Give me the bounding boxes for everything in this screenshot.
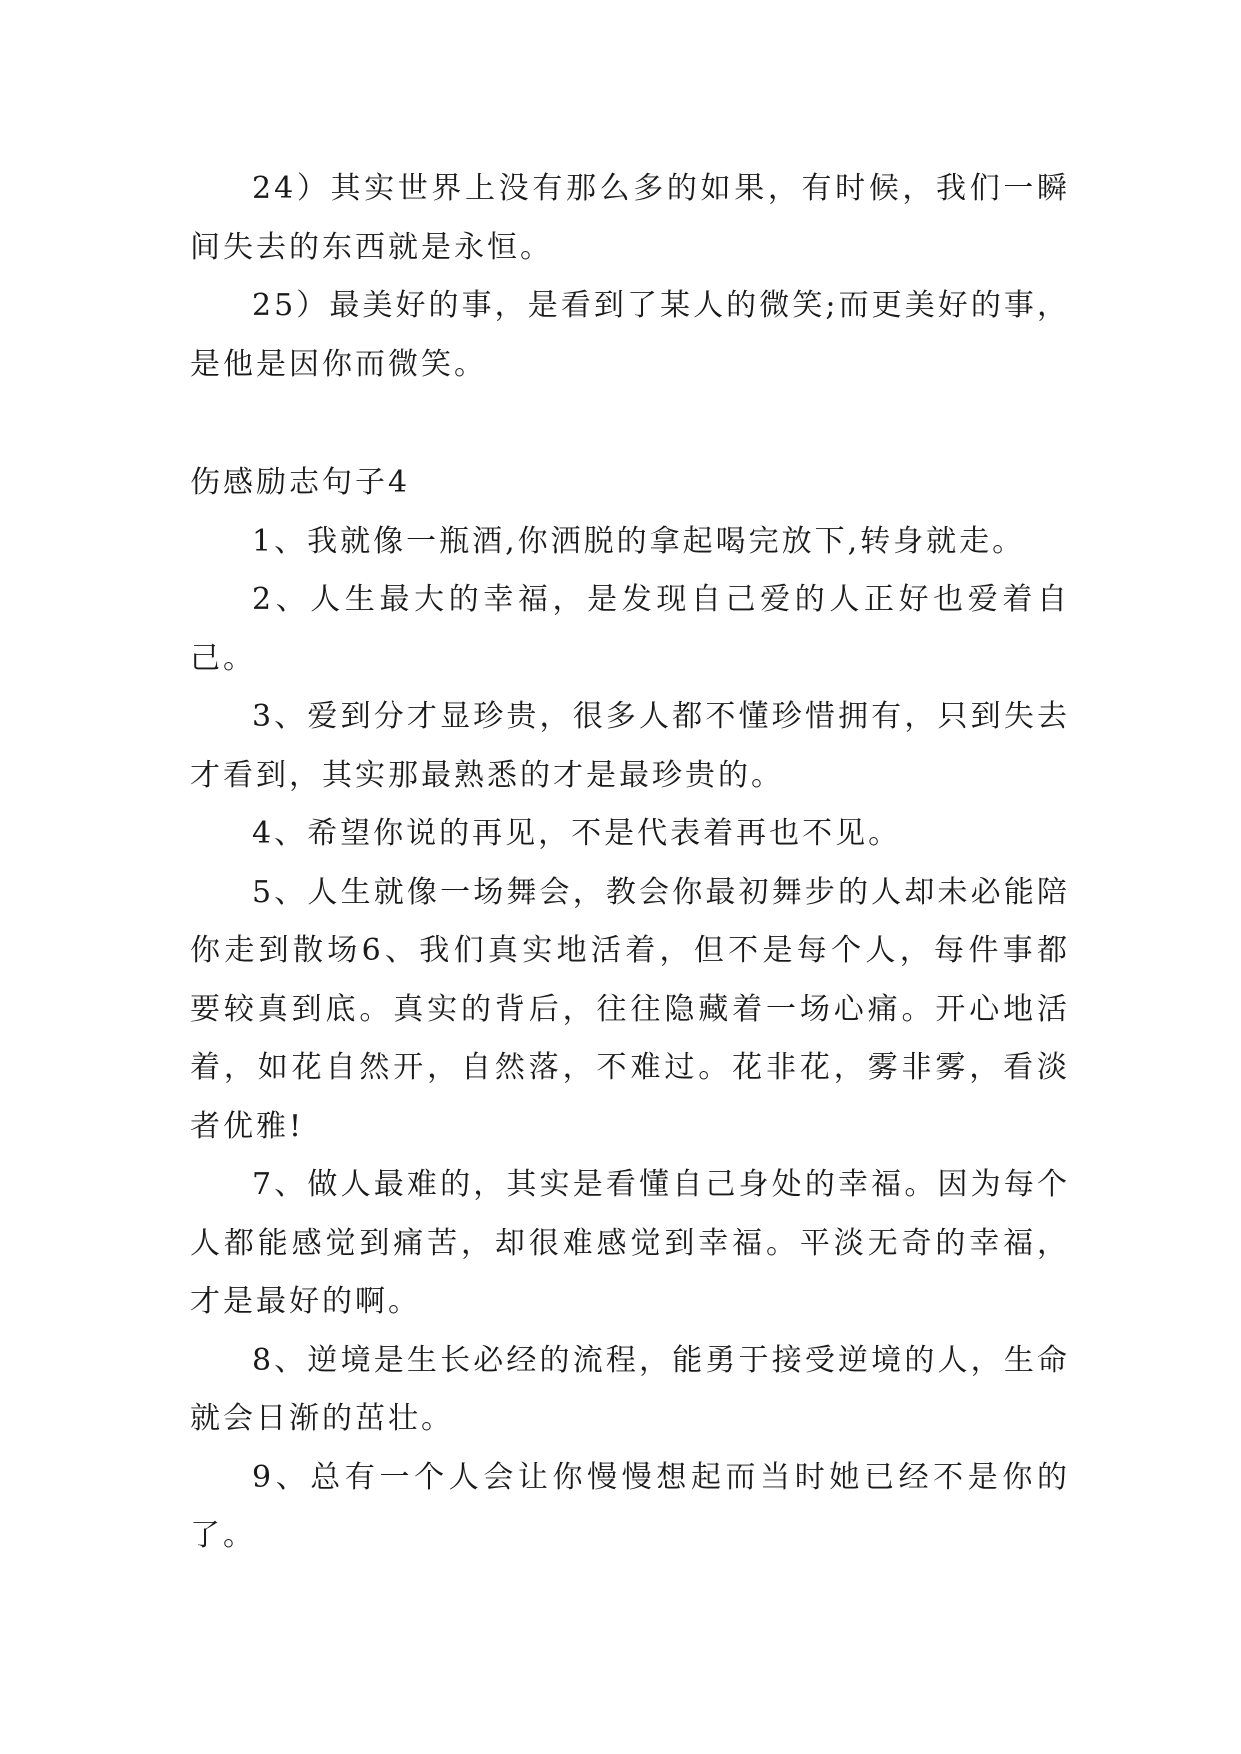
document-body xyxy=(190,160,1070,1566)
section-item-4: 4、希望你说的再见，不是代表着再也不见。 xyxy=(252,816,902,851)
section-item-2: 2、人生最大的幸福，是发现自己爱的人正好也爱着自己。 xyxy=(190,582,1070,676)
section-item-8: 8、逆境是生长必经的流程，能勇于接受逆境的人，生命就会日渐的茁壮。 xyxy=(190,1342,1070,1436)
section-item-5-6: 5、人生就像一场舞会，教会你最初舞步的人却未必能陪你走到散场6、我们真实地活着，但不是每个人，每件事都要较真到底。真实的背后，往往隐藏着一场心痛。开心地活着，如花自然开，自然落，不难过。花非花，雾非雾，看淡者优雅! xyxy=(190,874,1070,1144)
section-item-7: 7、做人最难的，其实是看懂自己身处的幸福。因为每个人都能感觉到痛苦，却很难感觉到幸福。平淡无奇的幸福，才是最好的啊。 xyxy=(190,1167,1070,1319)
paragraph-24: 24）其实世界上没有那么多的如果，有时候，我们一瞬间失去的东西就是永恒。 xyxy=(190,171,1070,265)
section-item-1: 1、我就像一瓶酒,你洒脱的拿起喝完放下,转身就走。 xyxy=(252,523,1026,559)
section-item-9: 9、总有一个人会让你慢慢想起而当时她已经不是你的了。 xyxy=(190,1459,1070,1553)
paragraph-25: 25）最美好的事，是看到了某人的微笑;而更美好的事，是他是因你而微笑。 xyxy=(190,288,1070,382)
section-heading: 伤感励志句子4 xyxy=(190,465,411,500)
section-item-3: 3、爱到分才显珍贵，很多人都不懂珍惜拥有，只到失去才看到，其实那最熟悉的才是最珍贵的。 xyxy=(190,699,1070,793)
